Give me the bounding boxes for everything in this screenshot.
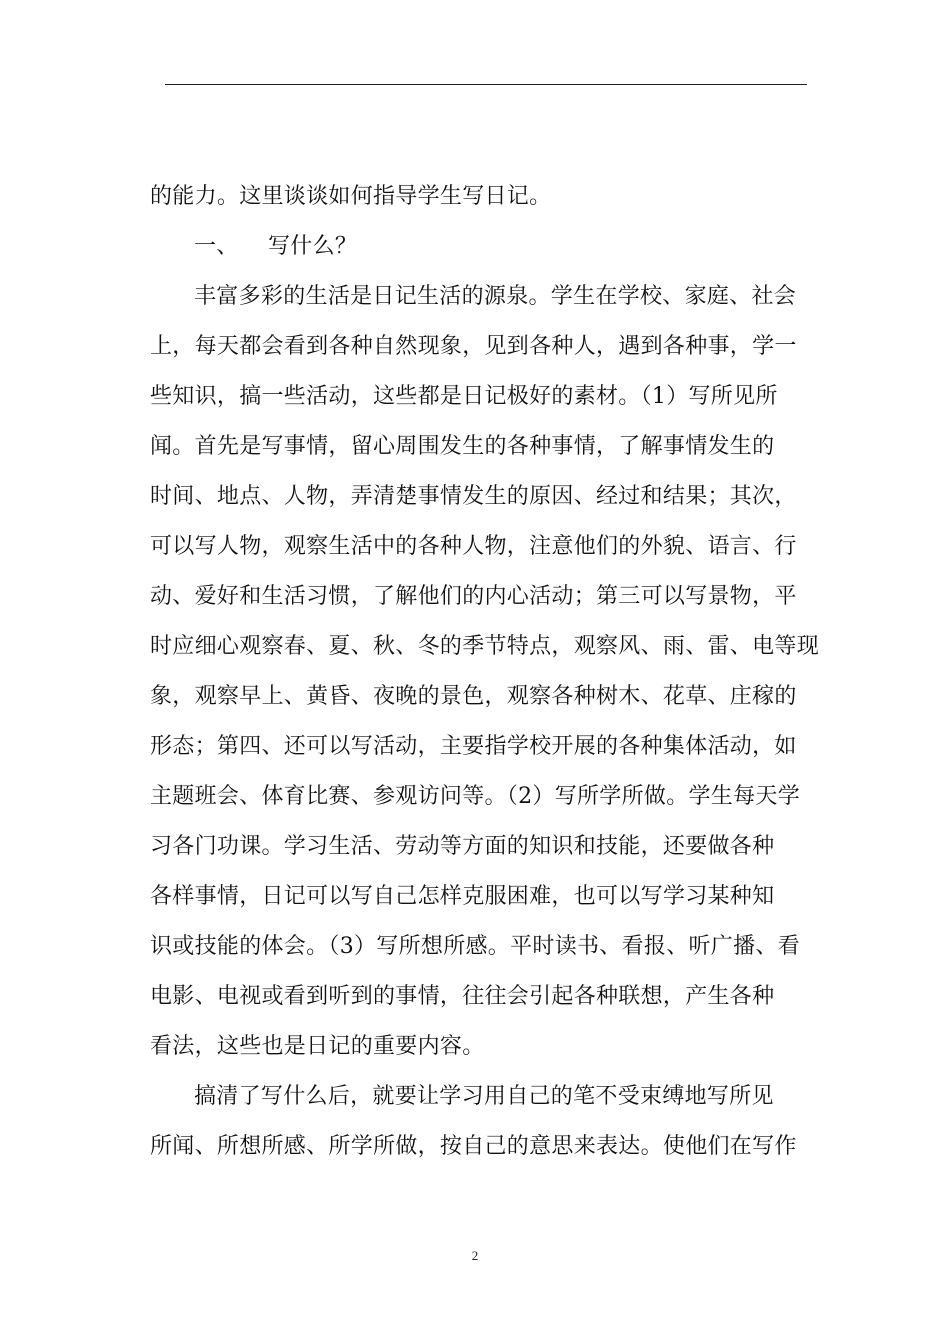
paragraph-line: 习各门功课。学习生活、劳动等方面的知识和技能，还要做各种	[150, 834, 775, 859]
paragraph-line: 识或技能的体会。（3）写所想所感。平时读书、看报、听广播、看	[150, 934, 800, 959]
paragraph-line: 电影、电视或看到听到的事情，往往会引起各种联想，产生各种	[150, 984, 775, 1009]
paragraph-line: 丰富多彩的生活是日记生活的源泉。学生在学校、家庭、社会	[194, 284, 797, 309]
paragraph-line: 闻。首先是写事情，留心周围发生的各种事情，了解事情发生的	[150, 434, 775, 459]
section-heading	[150, 222, 810, 272]
page-number: 2	[471, 1248, 479, 1263]
section-heading-title: 写什么？	[268, 234, 358, 259]
paragraph-line: 形态；第四、还可以写活动，主要指学校开展的各种集体活动，如	[150, 734, 797, 759]
paragraph-line: 象，观察早上、黄昏、夜晚的景色，观察各种树木、花草、庄稼的	[150, 684, 797, 709]
paragraph-line: 主题班会、体育比赛、参观访问等。（2）写所学所做。学生每天学	[150, 784, 800, 809]
paragraph-line: 搞清了写什么后，就要让学习用自己的笔不受束缚地写所见	[194, 1084, 774, 1109]
paragraph-line: 时间、地点、人物，弄清楚事情发生的原因、经过和结果；其次，	[150, 484, 797, 509]
paragraph-line: 各样事情，日记可以写自己怎样克服困难，也可以写学习某种知	[150, 884, 775, 909]
paragraph-line: 上，每天都会看到各种自然现象，见到各种人，遇到各种事，学一	[150, 334, 797, 359]
paragraph-line: 可以写人物，观察生活中的各种人物，注意他们的外貌、语言、行	[150, 534, 797, 559]
header-rule	[165, 84, 807, 85]
paragraph-line: 的能力。这里谈谈如何指导学生写日记。	[150, 184, 552, 209]
paragraph-line: 看法，这些也是日记的重要内容。	[150, 1034, 485, 1059]
paragraph-line: 时应细心观察春、夏、秋、冬的季节特点，观察风、雨、雷、电等现	[150, 634, 820, 659]
document-body	[150, 172, 820, 1172]
paragraph-line: 所闻、所想所感、所学所做，按自己的意思来表达。使他们在写作	[150, 1134, 797, 1159]
section-heading-number: 一、	[194, 234, 239, 259]
paragraph-line: 动、爱好和生活习惯，了解他们的内心活动；第三可以写景物，平	[150, 584, 797, 609]
paragraph-line: 些知识，搞一些活动，这些都是日记极好的素材。（1）写所见所	[150, 384, 778, 409]
